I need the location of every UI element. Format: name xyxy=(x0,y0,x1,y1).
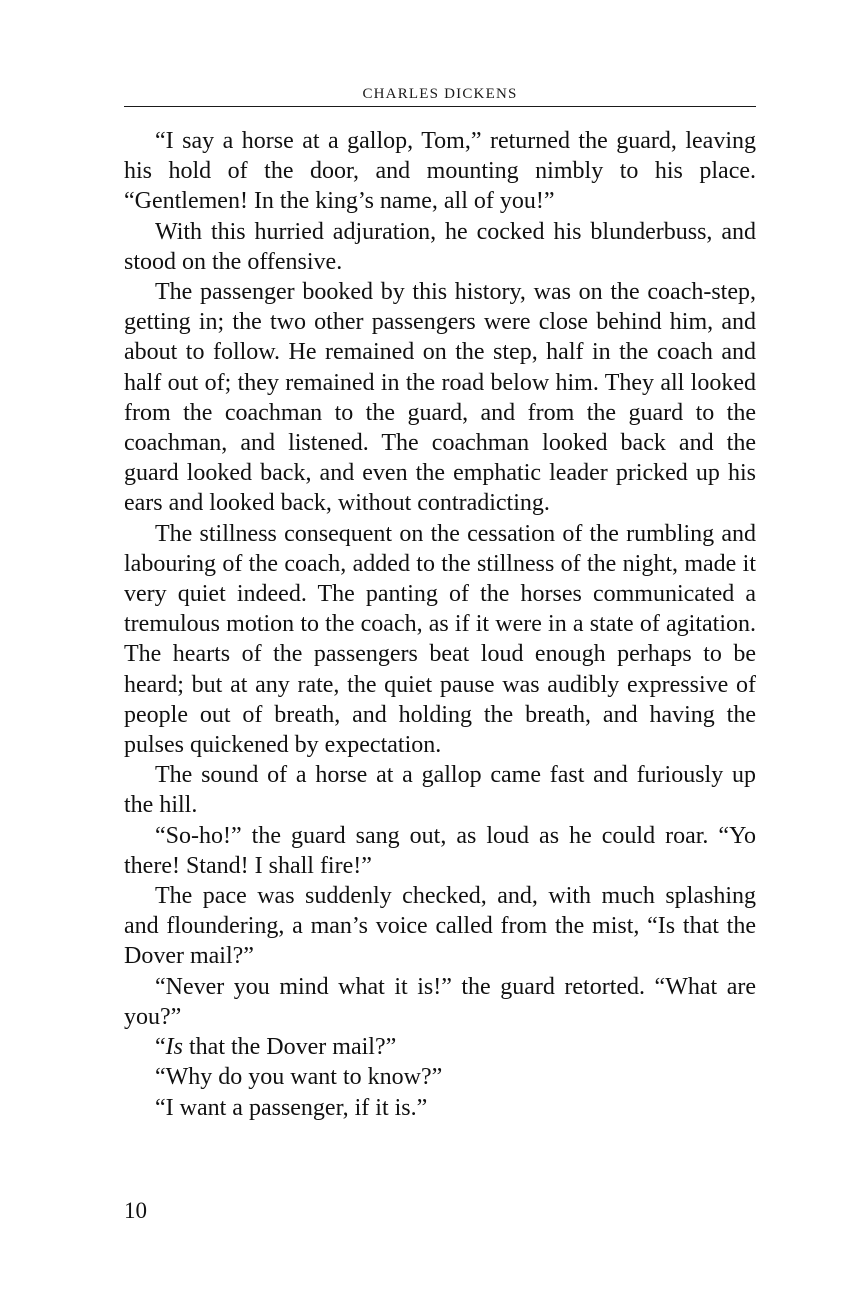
paragraph: With this hurried adjuration, he cocked his blunderbuss, and stood on the offensive. xyxy=(124,218,756,275)
paragraph: “Never you mind what it is!” the guard retorted. “What are you?” xyxy=(124,973,756,1030)
page-number: 10 xyxy=(124,1198,147,1223)
paragraph: “I want a passenger, if it is.” xyxy=(155,1094,428,1121)
running-head: CHARLES DICKENS xyxy=(362,86,518,102)
paragraph: The sound of a horse at a gallop came fast and furiously up the hill. xyxy=(124,762,756,819)
paragraph-rest: that the Dover mail?” xyxy=(183,1034,397,1061)
paragraph: “So-ho!” the guard sang out, as loud as he could roar. “Yo there! Stand! I shall fire!” xyxy=(124,822,756,879)
emphasis: Is xyxy=(165,1034,183,1061)
header-rule xyxy=(124,106,756,107)
paragraph: The pace was suddenly checked, and, with much splashing and floundering, a man’s voice called from the mist, “Is that the Dover mail?” xyxy=(124,883,756,970)
body-text xyxy=(124,126,756,1123)
paragraph: “Why do you want to know?” xyxy=(155,1064,443,1091)
paragraph xyxy=(124,1032,756,1062)
paragraph: The passenger booked by this history, was on the coach-step, getting in; the two other passengers were close behind him, and about to follow. He remained on the step, half in the coach and half out of; they remained in the road below him. They all looked from the coachman to the guard, and from the guard to the coachman, and listened. The coachman looked back and the guard looked back, and even the emphatic leader pricked up his ears and looked back, without contradicting. xyxy=(124,279,756,517)
paragraph: The stillness consequent on the cessation of the rumbling and labouring of the coach, added to the stillness of the night, made it very quiet indeed. The panting of the horses communicated a tremulous motion to the coach, as if it were in a state of agitation. The hearts of the passengers beat loud enough perhaps to be heard; but at any rate, the quiet pause was audibly expressive of people out of breath, and holding the breath, and having the pulses quickened by expectation. xyxy=(124,520,756,759)
quote-open: “ xyxy=(155,1034,166,1061)
paragraph: “I say a horse at a gallop, Tom,” returned the guard, leaving his hold of the door, and mounting nimbly to his place. “Gentlemen! In the king’s name, all of you!” xyxy=(124,128,756,215)
